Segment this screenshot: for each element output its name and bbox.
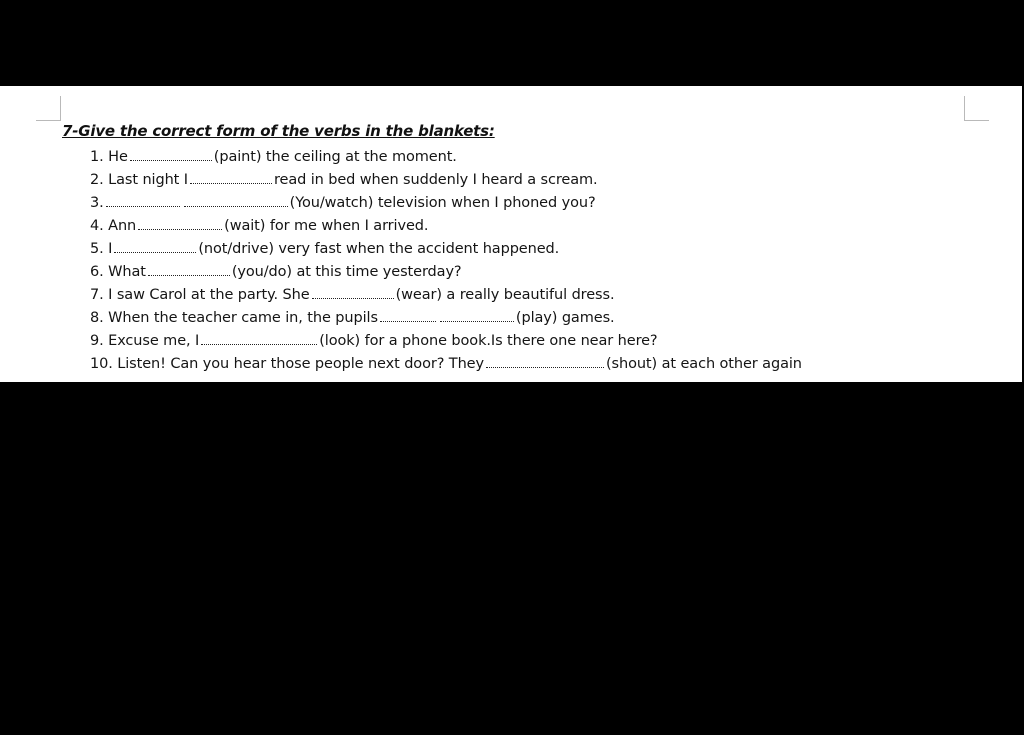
exercise-item-2 <box>90 171 598 188</box>
item-text-before: 4. Ann <box>90 218 137 234</box>
item-text-before: 8. When the teacher came in, the pupils <box>90 310 378 326</box>
exercise-item-1 <box>90 148 457 165</box>
answer-blank <box>312 286 394 299</box>
exercise-item-10 <box>90 355 802 372</box>
exercise-item-5 <box>90 240 559 257</box>
item-text-before: 9. Excuse me, I <box>90 333 200 349</box>
item-text-before: 1. He <box>90 149 128 165</box>
exercise-item-9 <box>90 332 658 349</box>
answer-blank <box>106 194 180 207</box>
item-text-before: 10. Listen! Can you hear those people next door? They <box>90 356 484 372</box>
margin-corner-mark-left <box>36 96 61 121</box>
item-text-after: (look) for a phone book.Is there one near here? <box>319 333 658 349</box>
item-text-before: 6. What <box>90 264 146 280</box>
exercise-item-4 <box>90 217 428 234</box>
item-text-after: (not/drive) very fast when the accident happened. <box>198 241 560 257</box>
item-text-after: (play) games. <box>515 310 615 326</box>
answer-blank <box>201 332 317 345</box>
item-text-after: (wear) a really beautiful dress. <box>395 287 615 303</box>
exercise-item-7 <box>90 286 614 303</box>
exercise-item-8 <box>90 309 615 326</box>
answer-blank <box>440 309 514 322</box>
answer-blank <box>486 355 604 368</box>
exercise-title: 7-Give the correct form of the verbs in the blankets: <box>62 122 495 140</box>
document-page <box>0 86 1022 382</box>
exercise-item-3 <box>90 194 596 211</box>
answer-blank <box>148 263 230 276</box>
item-text-before: 2. Last night I <box>90 172 188 188</box>
item-text-after: (You/watch) television when I phoned you? <box>289 195 596 211</box>
answer-blank <box>138 217 222 230</box>
item-text-after: (paint) the ceiling at the moment. <box>213 149 457 165</box>
item-text-after: read in bed when suddenly I heard a scream. <box>273 172 598 188</box>
answer-blank <box>190 171 272 184</box>
answer-blank <box>184 194 288 207</box>
item-text-before: 5. I <box>90 241 113 257</box>
item-text-after: (you/do) at this time yesterday? <box>231 264 462 280</box>
exercise-item-6 <box>90 263 462 280</box>
answer-blank <box>130 148 212 161</box>
item-text-before: 3. <box>90 195 104 211</box>
answer-blank <box>380 309 436 322</box>
answer-blank <box>114 240 196 253</box>
item-text-before: 7. I saw Carol at the party. She <box>90 287 310 303</box>
item-text-after: (wait) for me when I arrived. <box>224 218 429 234</box>
margin-corner-mark-right <box>964 96 989 121</box>
item-text-after: (shout) at each other again <box>605 356 802 372</box>
